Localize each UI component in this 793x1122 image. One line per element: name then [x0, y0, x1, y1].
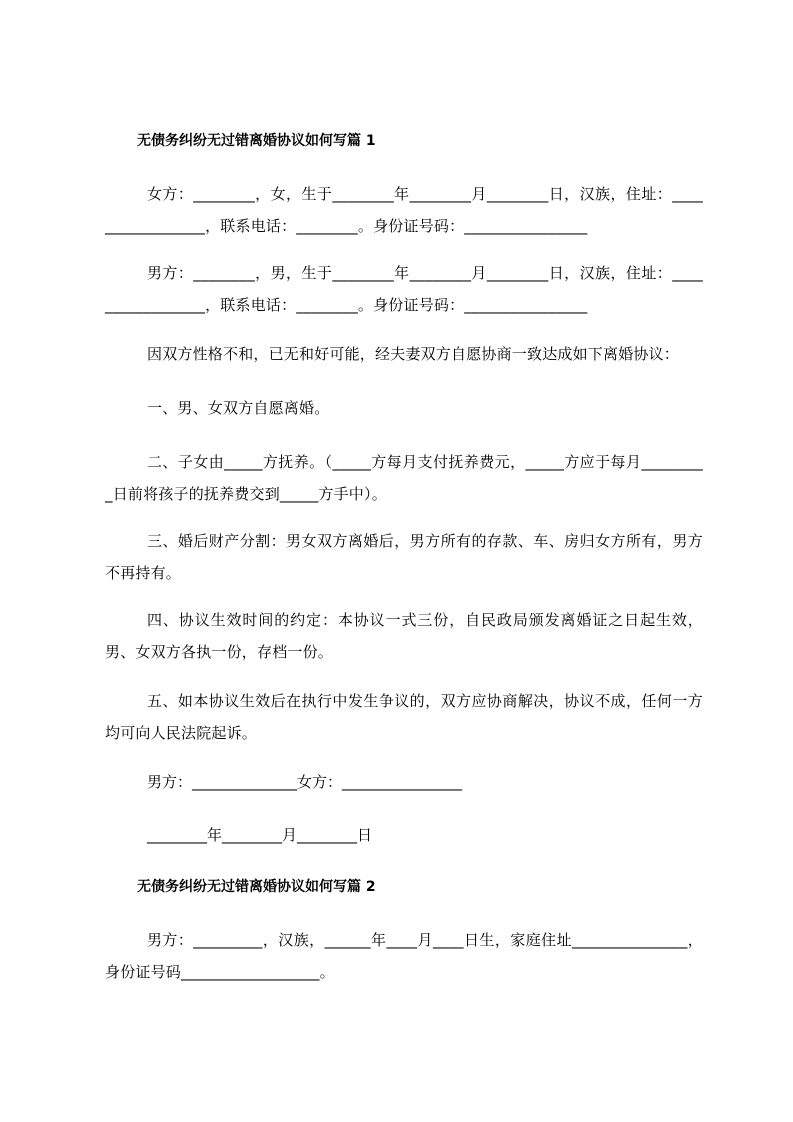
date-line: ________年________月________日 [147, 826, 373, 844]
signature-line: 男方：______________女方：________________ [147, 773, 463, 791]
clause-1: 一、男、女双方自愿离婚。 [147, 399, 330, 417]
clause-5: 五、如本协议生效后在执行中发生争议的，双方应协商解决，协议不成，任何一方均可向人民法院起诉。 [105, 692, 703, 742]
male-party-info: 男方：_________，汉族，______年____月____日生，家庭住址_______________，身份证号码__________________。 [105, 931, 703, 981]
section-title: 无债务纠纷无过错离婚协议如何写篇 2 [137, 879, 376, 895]
female-party-info: 女方：________，女，生于________年________月________日，汉族，住址：_________________，联系电话：________。身份证号码：________________ [105, 185, 703, 235]
section-title: 无债务纠纷无过错离婚协议如何写篇 1 [137, 133, 376, 149]
clause-4: 四、协议生效时间的约定：本协议一式三份，自民政局颁发离婚证之日起生效，男、女双方各执一份，存档一份。 [105, 611, 703, 661]
agreement-intro: 因双方性格不和，已无和好可能，经夫妻双方自愿协商一致达成如下离婚协议： [147, 345, 680, 363]
clause-3: 三、婚后财产分割：男女双方离婚后，男方所有的存款、车、房归女方所有，男方不再持有。 [105, 532, 703, 582]
clause-2: 二、子女由_____方抚养。（_____方每月支付抚养费元，_____方应于每月_________日前将孩子的抚养费交到_____方手中）。 [105, 453, 703, 503]
male-party-info: 男方：________，男，生于________年________月________日，汉族，住址：_________________，联系电话：________。身份证号码：________________ [105, 264, 703, 314]
